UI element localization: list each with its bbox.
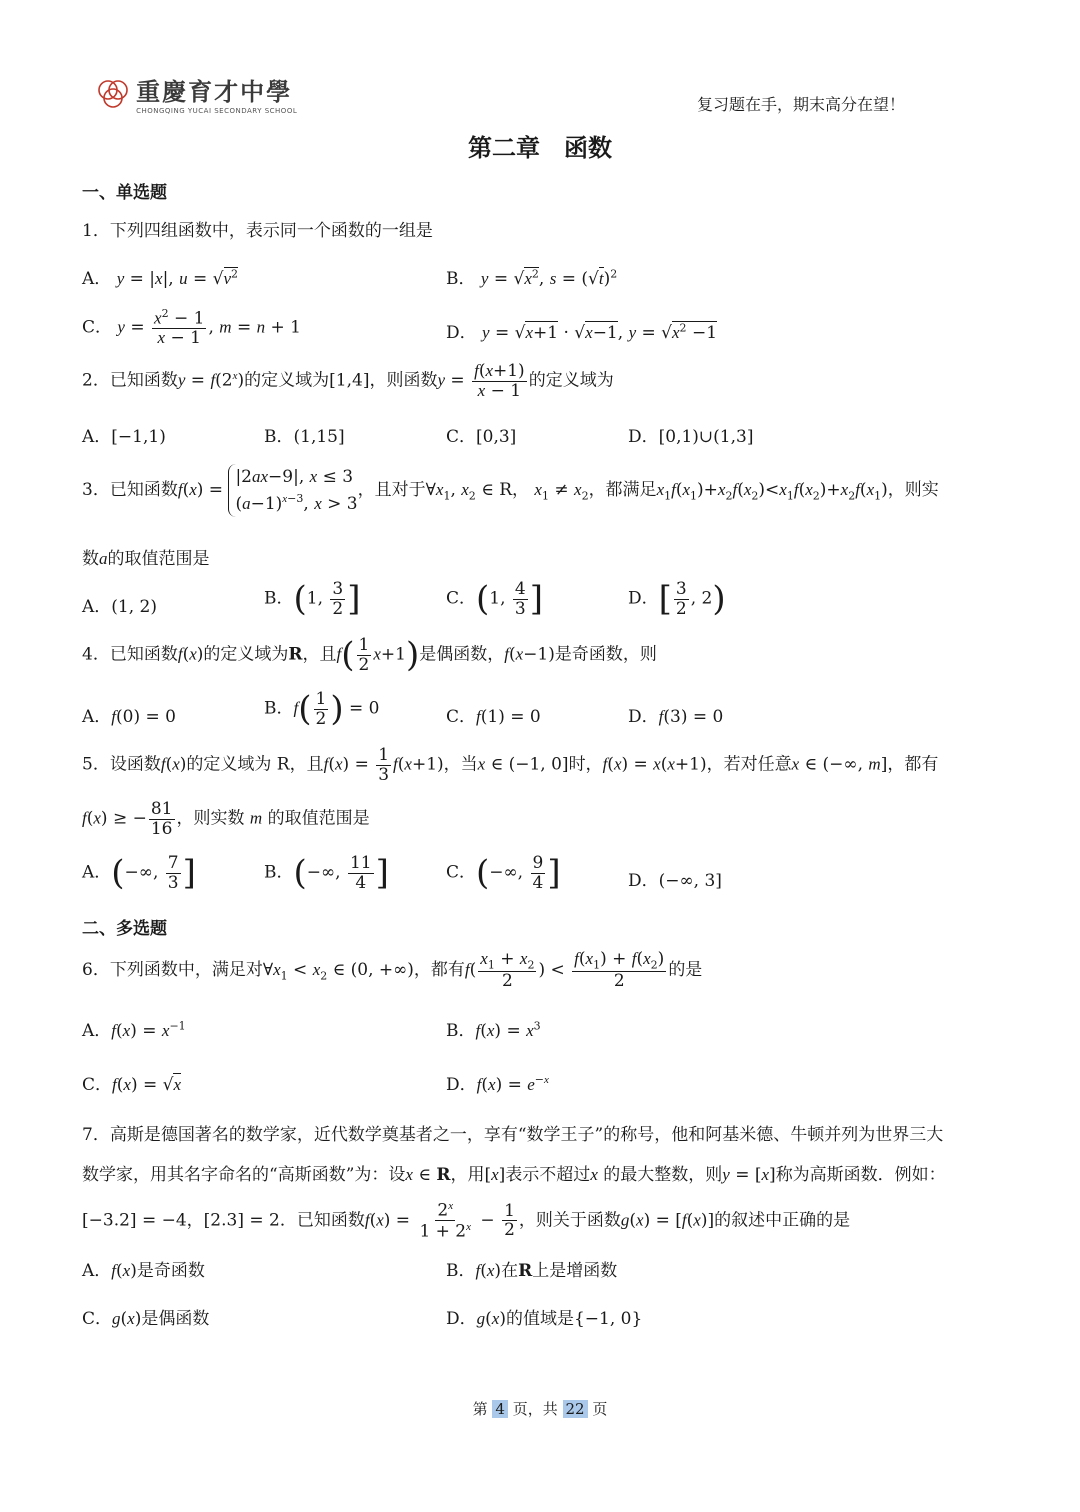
q5-stem: 5．设函数f(x)的定义域为 R，且f(x) = $\frac{1}{3}$ f(x+1)，当x ∈ (−1, 0]时，f(x) = x(x+1)，若对任意x ∈ (−∞, m]，都有	[82, 745, 939, 785]
q6-stem: 6．下列函数中，满足对$\forall x_1 < x_2$ ∈ (0, +∞)，都有f( $\frac{x_1 + x_2}{2}$ ) < $\frac{f(x_1) + f(x_2)}{2}$ 的是	[82, 949, 703, 992]
logo-english-name: CHONGQING YUCAI SECONDARY SCHOOL	[136, 107, 298, 115]
q4-option-c: C．f(1) = 0	[446, 707, 541, 727]
q2-option-d: D．[0,1)∪(1,3]	[628, 427, 754, 447]
q7-stem-line2: 数学家，用其名字命名的“高斯函数”为：设x ∈ R，用[x]表示不超过x 的最大整数，则y = [x]称为高斯函数．例如：	[82, 1165, 946, 1185]
q5-option-a: A．(−∞, $\frac{7}{3}$ ]	[82, 853, 196, 894]
logo-chinese-name: 重慶育才中學	[136, 77, 293, 106]
q7-stem-line1: 7．高斯是德国著名的数学家，近代数学奠基者之一，享有“数学王子”的称号，他和阿基米德、牛顿并列为世界三大	[82, 1125, 944, 1145]
q2-stem: 2．已知函数$y = f(2^x)$的定义域为[1,4]，则函数y = $\frac{f(x+1)}{x - 1}$ 的定义域为	[82, 361, 614, 401]
q1-stem: 1．下列四组函数中，表示同一个函数的一组是	[82, 221, 433, 241]
logo-rings-icon	[95, 76, 131, 112]
q6-option-b: B．$f(x) = x^3$	[446, 1019, 541, 1041]
q3-stem: 3．已知函数f(x) = |2ax−9|, x ≤ 3 $(a-1)^{x-3}$, x > 3，且对于$\forall x_1$, $x_2$ ∈ R， $x_1 \ne x_2$，都满足$x_1f(x_1)+x_2f(x_2)<x_1f(x_2)+x_2f(x_1)$，则实	[82, 464, 939, 517]
q3-option-a: A．(1, 2)	[82, 597, 157, 617]
q4-option-a: A．f(0) = 0	[82, 707, 176, 727]
total-page-count: 22	[563, 1400, 588, 1418]
q5-option-b: B．(−∞, $\frac{11}{4}$ ]	[264, 853, 389, 894]
q2-option-c: C．[0,3]	[446, 427, 517, 447]
q3-option-c: C．(1, $\frac{4}{3}$ ]	[446, 579, 543, 620]
q5-option-d: D．(−∞, 3]	[628, 871, 722, 891]
q6-option-c: C．f(x) = √x	[82, 1075, 182, 1095]
q7-option-b: B．f(x)在R上是增函数	[446, 1261, 618, 1281]
q5-stem-line2: f(x) ≥ − $\frac{81}{16}$ ，则实数 m 的取值范围是	[82, 799, 370, 839]
q4-option-b: B．f( $\frac{1}{2}$ ) = 0	[264, 689, 380, 730]
q3-option-d: D．[ $\frac{3}{2}$ , 2)	[628, 579, 726, 620]
q1-option-c: C． y = $\frac{x^2 - 1}{x - 1}$ , m = n + 1	[82, 307, 301, 349]
q2-option-b: B．(1,15]	[264, 427, 345, 447]
current-page-number: 4	[492, 1400, 508, 1418]
q4-stem: 4．已知函数f(x)的定义域为R，且f( $\frac{1}{2}$ x+1)是偶函数，f(x−1)是奇函数，则	[82, 635, 657, 676]
section-heading-multiple-choice: 二、多选题	[82, 919, 167, 939]
section-heading-single-choice: 一、单选题	[82, 183, 167, 203]
q7-stem-line3: [−3.2] = −4，[2.3] = 2．已知函数f(x) = $\frac{2^x}{1 + 2^x}$ − $\frac{1}{2}$ ，则关于函数g(x) = [f(x)]的叙述中正确的是	[82, 1200, 851, 1242]
q1-option-d: D． y = √x+1 · √x−1, $y = √x^2 -1$	[446, 321, 718, 343]
page-title: 第二章 函数	[468, 134, 612, 162]
school-logo	[95, 72, 297, 115]
q6-option-a: A．$f(x) = x^{-1}$	[82, 1019, 186, 1041]
q3-stem-line2: 数a的取值范围是	[82, 549, 210, 569]
q7-option-a: A．f(x)是奇函数	[82, 1261, 205, 1281]
page-footer: 第 4 页，共 22 页	[472, 1400, 608, 1418]
q5-option-c: C．(−∞, $\frac{9}{4}$ ]	[446, 853, 561, 894]
q1-option-b: B． $y = √x^2$, $s = (√t)^2$	[446, 267, 618, 289]
q7-option-d: D．g(x)的值域是{−1, 0}	[446, 1309, 643, 1329]
q1-option-a: A． y = |x|, $u = √v^2$	[82, 267, 239, 289]
q4-option-d: D．f(3) = 0	[628, 707, 724, 727]
header-slogan: 复习题在手，期末高分在望！	[696, 95, 905, 114]
q2-option-a: A．[−1,1)	[82, 427, 166, 447]
q7-option-c: C．g(x)是偶函数	[82, 1309, 210, 1329]
q6-option-d: D．$f(x) = e^{-x}$	[446, 1073, 549, 1095]
q3-option-b: B．(1, $\frac{3}{2}$ ]	[264, 579, 361, 620]
